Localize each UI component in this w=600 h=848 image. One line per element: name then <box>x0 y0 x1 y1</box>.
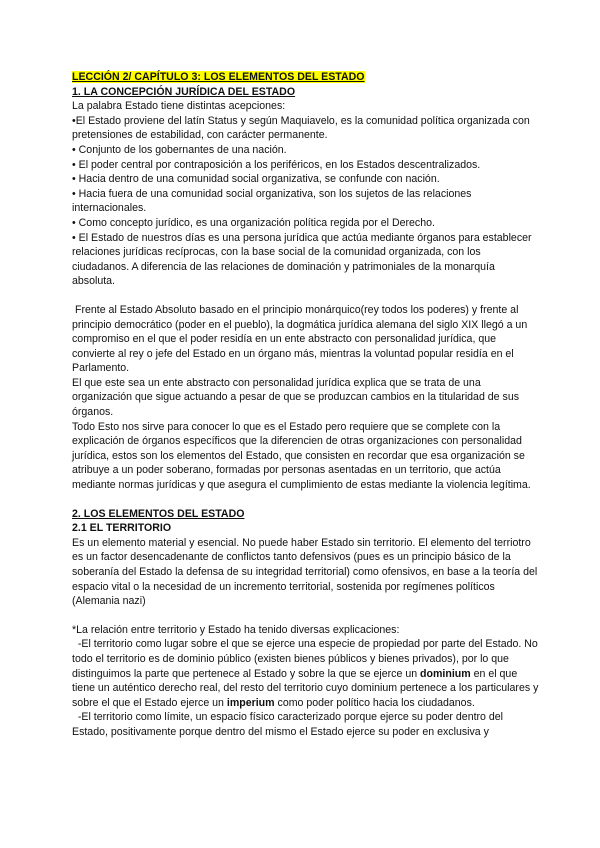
lesson-title: LECCIÓN 2/ CAPÍTULO 3: LOS ELEMENTOS DEL ESTADO <box>72 71 365 83</box>
section2-heading: 2. LOS ELEMENTOS DEL ESTADO <box>72 507 245 520</box>
spacer <box>72 289 540 303</box>
list-item: -El territorio como lugar sobre el que se ejerce una especie de propiedad por parte del Estado. No todo el territorio es de dominio público (existen bienes públicos y bienes privados), por lo que distinguimos la parte que pertenece al Estado y sobre la que se ejerce un dominium en el que tiene un auténtico derecho real, del resto del territorio cuyo dominium pertenece a los particulares y sobre el que el Estado ejerce un imperium como poder político hacia los ciudadanos. <box>72 638 539 709</box>
spacer <box>72 609 540 623</box>
paragraph: Frente al Estado Absoluto basado en el principio monárquico(rey todos los poderes) y frente al principio democrático (poder en el pueblo), la dogmática jurídica alemana del siglo XIX llegó a un compromiso en el que el poder residía en un ente abstracto con personalidad jurídica, que convierte al rey o jefe del Estado en un órgano más, mientras la voluntad popular residía en el Parlamento. <box>72 303 528 375</box>
bullet-item: • Conjunto de los gobernantes de una nación. <box>72 143 287 156</box>
bold-term: dominium <box>420 667 471 680</box>
section1-heading: 1. LA CONCEPCIÓN JURÍDICA DEL ESTADO <box>72 85 296 98</box>
bullet-item: •El Estado proviene del latín Status y según Maquiavelo, es la comunidad política organizada con pretensiones de estabilidad, con carácter permanente. <box>72 114 530 142</box>
paragraph: Todo Esto nos sirve para conocer lo que es el Estado pero requiere que se complete con la explicación de órganos específicos que la diferencien de otras organizaciones con personalidad jurídica, estos son los elementos del Estado, que consisten en recordar que esa organización se atribuye a un poder soberano, formadas por personas asentadas en un territorio, que actúa mediante normas jurídicas y que asegura el cumplimiento de estas mediante la violencia legítima. <box>72 420 531 492</box>
paragraph: *La relación entre territorio y Estado ha tenido diversas explicaciones: <box>72 623 400 636</box>
bullet-item: • El Estado de nuestros días es una persona jurídica que actúa mediante órganos para establecer relaciones jurídicas recíprocas, con la base social de la comunidad organizada, con los ciudadanos. A diferencia de las relaciones de dominación y patrimoniales de la monarquía absoluta. <box>72 231 532 288</box>
list-item: -El territorio como límite, un espacio físico caracterizado porque ejerce su poder dentro del Estado, positivamente porque dentro del mismo el Estado ejerce su poder en exclusiva y <box>72 711 504 738</box>
section2-subheading: 2.1 EL TERRITORIO <box>72 522 172 535</box>
paragraph: Es un elemento material y esencial. No puede haber Estado sin territorio. El elemento del terriotro es un factor desencadenante de conflictos tanto defensivos (pues es un principio básico de la soberanía del Estado la defensa de su integridad territorial) como ofensivos, en base a la teoría del espacio vital o la necesidad de un incremento territorial, sostenida por regímenes políticos (Alemania nazi) <box>72 536 538 608</box>
bullet-item: • Hacia dentro de una comunidad social organizativa, se confunde con nación. <box>72 173 440 186</box>
bold-term: imperium <box>226 696 275 709</box>
paragraph: El que este sea un ente abstracto con personalidad jurídica explica que se trata de una organización que sigue actuando a pesar de que se produzcan cambios en la titularidad de sus órganos. <box>72 376 520 419</box>
spacer <box>72 493 540 507</box>
section1-intro: La palabra Estado tiene distintas acepciones: <box>72 100 286 113</box>
bullet-item: • Como concepto jurídico, es una organización política regida por el Derecho. <box>72 216 435 229</box>
bullet-item: • El poder central por contraposición a los periféricos, en los Estados descentralizados. <box>72 158 481 171</box>
bullet-item: • Hacia fuera de una comunidad social organizativa, son los sujetos de las relaciones internacionales. <box>72 187 472 215</box>
